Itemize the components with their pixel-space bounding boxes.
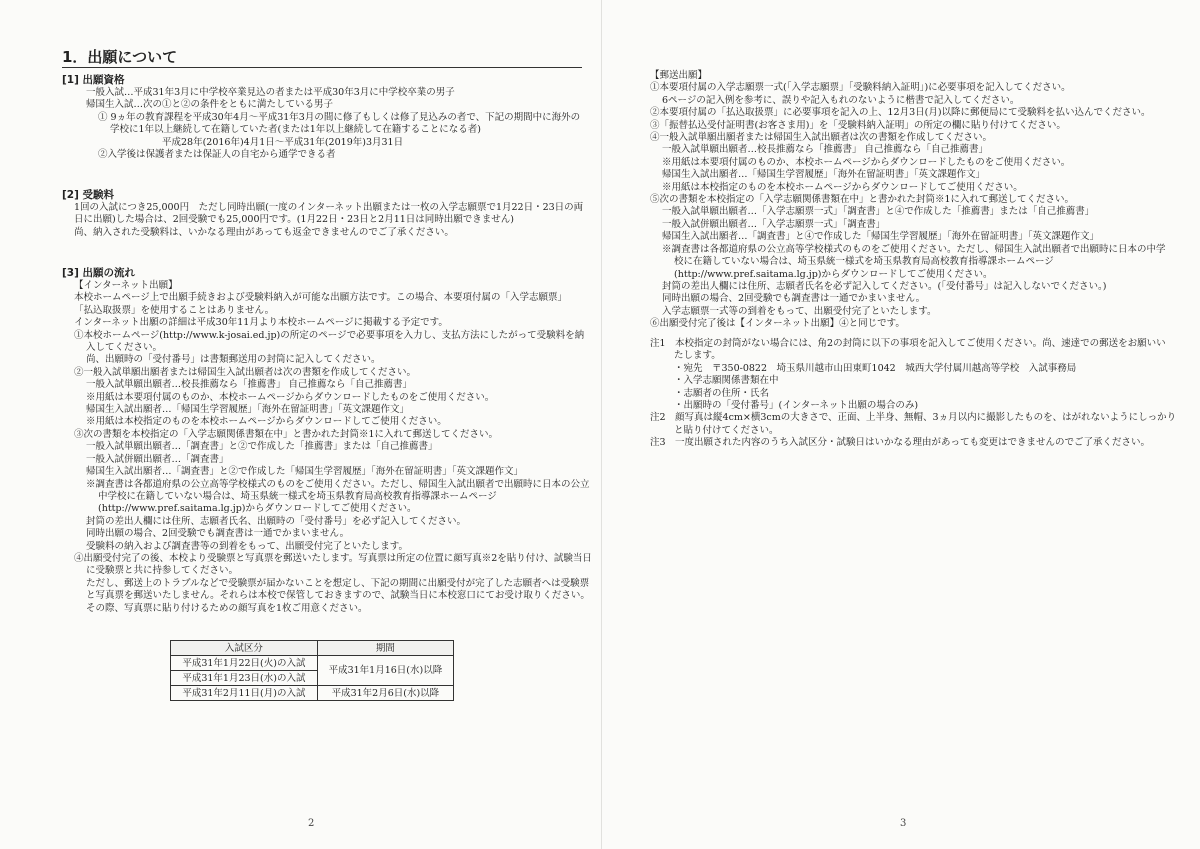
text-line: ④出願受付完了の後、本校より受験票と写真票を郵送いたします。写真票は所定の位置に顔写真※2を貼り付け、試験当日 xyxy=(74,552,592,564)
table-cell-period: 平成31年2月6日(水)以降 xyxy=(317,686,453,701)
qualification-heading: [1] 出願資格 xyxy=(62,74,125,86)
text-line: ※調査書は各都道府県の公立高等学校様式のものをご使用ください。ただし、帰国生入試出願者で出願時に日本の公立 xyxy=(86,478,590,490)
table-row xyxy=(171,686,454,701)
text-line: 学校に1年以上継続して在籍していた者(または1年以上継続して在籍することになる者) xyxy=(110,124,482,136)
text-line: 日に出願)した場合は、2回受験でも25,000円です。(1月22日・23日と2月11日は同時出願できません) xyxy=(74,214,514,226)
table-row xyxy=(171,656,454,671)
text-line: 帰国生入試…次の①と②の条件をともに満たしている男子 xyxy=(86,99,334,111)
fee-heading: [2] 受験料 xyxy=(62,189,115,201)
section-title-text: 1．出願について xyxy=(62,48,178,66)
text-line: ※調査書は各都道府県の公立高等学校様式のものをご使用ください。ただし、帰国生入試出願者で出願時に日本の中学 xyxy=(662,243,1166,255)
text-line: ①本要項付属の入学志願票一式(「入学志願票」「受験料納入証明」)に必要事項を記入してください。 xyxy=(650,82,1071,94)
text-line: 一般入試単願出願者…「入学志願票一式」「調査書」と④で作成した「推薦書」または「自己推薦書」 xyxy=(662,206,1095,218)
text-line: 6ページの記入例を参考に、誤りや記入もれのないように楷書で記入してください。 xyxy=(662,94,1020,106)
table-cell-exam: 平成31年1月22日(火)の入試 xyxy=(171,656,318,671)
text-line: 1回の入試につき25,000円 ただし同時出願(一度のインターネット出願または一枚の入学志願票で1月22日・23日の両 xyxy=(74,202,584,213)
text-line: 【インターネット出願】 xyxy=(74,280,178,291)
note-line: 注3 一度出願された内容のうち入試区分・試験日はいかなる理由があっても変更はできませんのでご了承ください。 xyxy=(650,437,1150,449)
schedule-table xyxy=(170,640,454,701)
text-line: 帰国生入試出願者…「帰国生学習履歴」「海外在留証明書」「英文課題作文」 xyxy=(86,404,410,416)
table-cell-period: 平成31年1月16日(水)以降 xyxy=(317,656,453,686)
text-line: 封筒の差出人欄には住所、志願者氏名を必ず記入してください。(「受付番号」は記入しないでください。) xyxy=(662,280,1107,292)
text-line: ※用紙は本校指定のものを本校ホームページからダウンロードしてご使用ください。 xyxy=(86,416,447,428)
flow-heading: [3] 出願の流れ xyxy=(62,267,136,279)
text-line: 受験料の納入および調査書等の到着をもって、出願受付完了といたします。 xyxy=(86,540,409,552)
text-line: ① 9ヵ年の教育課程を平成30年4月～平成31年3月の間に修了もしくは修了見込みの者で、下記の期間中に海外の xyxy=(98,111,581,123)
table-cell-exam: 平成31年2月11日(月)の入試 xyxy=(171,686,318,701)
text-line: ②本要項付属の「払込取扱票」に必要事項を記入の上、12月3日(月)以降に郵便局にて受験料を払い込んでください。 xyxy=(650,107,1151,119)
note-line: ・宛先 〒350-0822 埼玉県川越市山田東町1042 城西大学付属川越高等学校 入試事務局 xyxy=(674,362,1077,374)
text-line: 一般入試単願出願者…校長推薦なら「推薦書」 自己推薦なら「自己推薦書」 xyxy=(86,379,413,391)
text-line: ④一般入試単願出願者または帰国生入試出願者は次の書類を作成してください。 xyxy=(650,132,993,144)
page-number: 2 xyxy=(308,818,315,829)
text-line: と写真票を郵送いたしません。それらは本校で保管しておきますので、試験当日に本校窓口にてお受け取りください。 xyxy=(86,590,590,602)
text-line: 平成28年(2016年)4月1日～平成31年(2019年)3月31日 xyxy=(162,136,404,148)
text-line: ③次の書類を本校指定の「入学志願関係書類在中」と書かれた封筒※1に入れて郵送してください。 xyxy=(74,428,499,440)
text-line: 尚、納入された受験料は、いかなる理由があっても返金できませんのでご了承ください。 xyxy=(74,226,454,238)
text-line: ※用紙は本要項付属のものか、本校ホームページからダウンロードしたものをご使用ください。 xyxy=(86,391,495,403)
text-line: 封筒の差出人欄には住所、志願者氏名、出願時の「受付番号」を必ず記入してください。 xyxy=(86,515,467,527)
notes-section xyxy=(650,338,1190,450)
text-line: 帰国生入試出願者…「調査書」と④で作成した「帰国生学習履歴」「海外在留証明書」「英文課題作文」 xyxy=(662,231,1100,243)
text-line: 一般入試併願出願者…「入学志願票一式」「調査書」 xyxy=(662,218,886,230)
text-line: 帰国生入試出願者…「調査書」と②で作成した「帰国生学習履歴」「海外在留証明書」「英文課題作文」 xyxy=(86,466,524,478)
text-line: に受験票と共に持参してください。 xyxy=(86,565,239,577)
text-line: 本校ホームページ上で出願手続きおよび受験料納入が可能な出願方法です。この場合、本要項付属の「入学志願票」 xyxy=(74,292,568,304)
text-line: ※用紙は本要項付属のものか、本校ホームページからダウンロードしたものをご使用ください。 xyxy=(662,156,1071,168)
mail-application-section xyxy=(650,70,1190,331)
note-line: 注2 顔写真は縦4cm×横3cmの大きさで、正面、上半身、無帽、3ヵ月以内に撮影したものを、はがれないようにしっかり xyxy=(650,412,1177,424)
table-header-period: 期間 xyxy=(317,641,453,656)
mail-heading: 【郵送出願】 xyxy=(650,70,708,81)
flow-section xyxy=(62,258,592,615)
note-line: たします。 xyxy=(674,350,721,362)
fee-section xyxy=(62,180,592,239)
text-line: 校に在籍していない場合は、埼玉県統一様式を埼玉県教育局高校教育指導課ホームページ xyxy=(674,256,1054,268)
text-line: 同時出願の場合、2回受験でも調査書は一通でかまいません。 xyxy=(86,528,350,540)
text-line: ②入学後は保護者または保証人の自宅から通学できる者 xyxy=(98,149,336,161)
text-line: 中学校に在籍していない場合は、埼玉県統一様式を埼玉県教育局高校教育指導課ホームページ xyxy=(98,490,497,502)
note-line: ・入学志願関係書類在中 xyxy=(674,375,779,387)
note-line: 注1 本校指定の封筒がない場合には、角2の封筒に以下の事項を記入してご使用ください。尚、速達での郵送をお願いい xyxy=(650,338,1166,349)
text-line: 同時出願の場合、2回受験でも調査書は一通でかまいません。 xyxy=(662,293,926,305)
text-line: 一般入試単願出願者…「調査書」と②で作成した「推薦書」または「自己推薦書」 xyxy=(86,441,438,453)
text-line: 入学志願票一式等の到着をもって、出願受付完了といたします。 xyxy=(662,305,937,317)
note-line: と貼り付けてください。 xyxy=(674,424,779,436)
text-line: 「払込取扱票」を使用することはありません。 xyxy=(74,304,275,316)
text-line: ただし、郵送上のトラブルなどで受験票が届かないことを想定し、下記の期間に出願受付が完了した志願者へは受験票 xyxy=(86,577,590,589)
text-line: インターネット出願の詳細は平成30年11月より本校ホームページに掲載する予定です。 xyxy=(74,317,448,329)
text-line: 帰国生入試出願者…「帰国生学習履歴」「海外在留証明書」「英文課題作文」 xyxy=(662,169,986,181)
text-line: ⑥出願受付完了後は【インターネット出願】④と同じです。 xyxy=(650,318,905,330)
text-line: その際、写真票に貼り付けるための顔写真を1枚ご用意ください。 xyxy=(86,602,368,614)
note-line: ・志願者の住所・氏名 xyxy=(674,387,770,399)
text-line: ②一般入試単願出願者または帰国生入試出願者は次の書類を作成してください。 xyxy=(74,366,417,378)
text-line: ①本校ホームページ(http://www.k-josai.ed.jp)の所定のページで必要事項を入力し、支払方法にしたがって受験料を納 xyxy=(74,329,585,341)
text-line: (http://www.pref.saitama.lg.jp)からダウンロードしてご使用ください。 xyxy=(674,268,993,280)
text-line: ③「振替払込受付証明書(お客さま用)」を「受験料納入証明」の所定の欄に貼り付けてください。 xyxy=(650,119,1066,131)
text-line: 一般入試併願出願者…「調査書」 xyxy=(86,453,229,465)
text-line: ⑤次の書類を本校指定の「入学志願関係書類在中」と書かれた封筒※1に入れて郵送してください。 xyxy=(650,194,1075,206)
text-line: 尚、出願時の「受付番号」は書類郵送用の封筒に記入してください。 xyxy=(86,354,381,366)
table-header-row xyxy=(171,641,454,656)
table-cell-exam: 平成31年1月23日(水)の入試 xyxy=(171,671,318,686)
page-number: 3 xyxy=(900,818,907,829)
text-line: 一般入試…平成31年3月に中学校卒業見込の者または平成30年3月に中学校卒業の男子 xyxy=(86,87,455,98)
text-line: 入してください。 xyxy=(86,342,163,354)
text-line: (http://www.pref.saitama.lg.jp)からダウンロードしてご使用ください。 xyxy=(98,503,417,515)
note-line: ・出願時の「受付番号」(インターネット出願の場合のみ) xyxy=(674,400,919,412)
text-line: ※用紙は本校指定のものを本校ホームページからダウンロードしてご使用ください。 xyxy=(662,181,1023,193)
text-line: 一般入試単願出願者…校長推薦なら「推薦書」 自己推薦なら「自己推薦書」 xyxy=(662,144,989,156)
table-header-exam: 入試区分 xyxy=(171,641,318,656)
qualification-section xyxy=(62,65,592,161)
page-right xyxy=(602,0,1200,849)
